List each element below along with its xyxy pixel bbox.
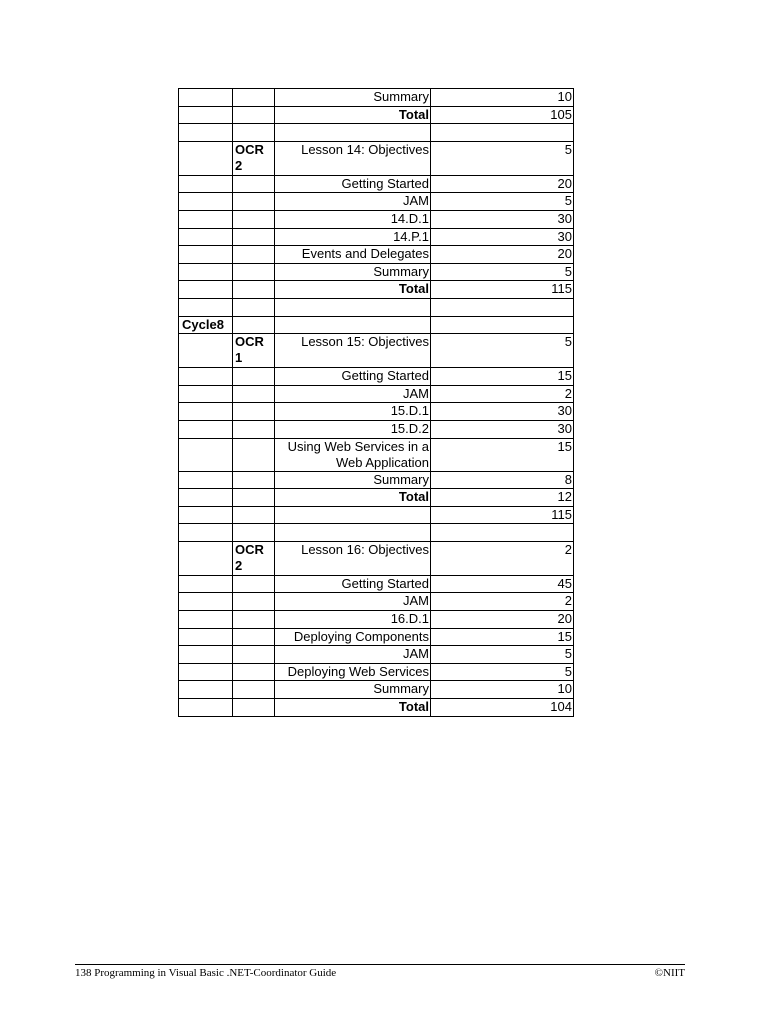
cycle-cell (179, 471, 233, 489)
value-cell: 15 (431, 368, 574, 386)
table-row (179, 228, 574, 246)
cycle-cell (179, 611, 233, 629)
item-cell: JAM (275, 385, 431, 403)
item-cell: JAM (275, 646, 431, 664)
cycle-cell (179, 175, 233, 193)
cycle-cell (179, 298, 233, 316)
value-cell: 15 (431, 628, 574, 646)
item-cell: Lesson 16: Objectives (275, 541, 431, 575)
table-row (179, 246, 574, 264)
value-cell: 10 (431, 681, 574, 699)
table-row (179, 646, 574, 664)
cycle-cell (179, 106, 233, 124)
item-cell (275, 524, 431, 542)
value-cell: 2 (431, 541, 574, 575)
cycle-cell (179, 246, 233, 264)
ocr-cell (233, 575, 275, 593)
ocr-cell (233, 316, 275, 334)
item-cell: Deploying Web Services (275, 663, 431, 681)
ocr-cell (233, 175, 275, 193)
value-cell: 5 (431, 646, 574, 664)
ocr-cell (233, 524, 275, 542)
footer-page-title: 138 Programming in Visual Basic .NET-Coordinator Guide (75, 967, 337, 979)
table-row (179, 420, 574, 438)
ocr-cell (233, 663, 275, 681)
item-cell (275, 506, 431, 524)
item-cell: Lesson 15: Objectives (275, 334, 431, 368)
total-row (179, 281, 574, 299)
value-cell: 30 (431, 420, 574, 438)
table-row (179, 663, 574, 681)
ocr-cell (233, 403, 275, 421)
schedule-table (178, 88, 574, 717)
value-cell: 5 (431, 141, 574, 175)
ocr-cell (233, 471, 275, 489)
item-cell: Deploying Components (275, 628, 431, 646)
value-cell: 2 (431, 593, 574, 611)
cycle-cell (179, 541, 233, 575)
table-row (179, 611, 574, 629)
ocr-cell: OCR 2 (233, 141, 275, 175)
item-cell: Total (275, 489, 431, 507)
cycle-cell (179, 193, 233, 211)
item-cell: 16.D.1 (275, 611, 431, 629)
item-cell: JAM (275, 593, 431, 611)
value-cell: 10 (431, 89, 574, 107)
item-cell: Events and Delegates (275, 246, 431, 264)
value-cell: 5 (431, 263, 574, 281)
value-cell: 30 (431, 403, 574, 421)
ocr-cell: OCR 1 (233, 334, 275, 368)
ocr-cell (233, 628, 275, 646)
item-cell: Getting Started (275, 175, 431, 193)
page-footer (75, 964, 685, 979)
table-row (179, 141, 574, 175)
value-cell: 105 (431, 106, 574, 124)
table-row (179, 385, 574, 403)
value-cell: 5 (431, 193, 574, 211)
cycle-cell (179, 663, 233, 681)
table-row (179, 681, 574, 699)
cycle-cell (179, 334, 233, 368)
ocr-cell (233, 89, 275, 107)
ocr-cell (233, 420, 275, 438)
ocr-cell (233, 385, 275, 403)
cycle-cell (179, 141, 233, 175)
table-row (179, 438, 574, 471)
table-row (179, 193, 574, 211)
table-row (179, 628, 574, 646)
item-cell: 15.D.2 (275, 420, 431, 438)
table-row (179, 524, 574, 542)
item-cell: 15.D.1 (275, 403, 431, 421)
item-cell: Summary (275, 681, 431, 699)
table-row (179, 210, 574, 228)
cycle-cell (179, 489, 233, 507)
table-row (179, 175, 574, 193)
total-row (179, 106, 574, 124)
item-cell: Summary (275, 89, 431, 107)
item-cell: Summary (275, 263, 431, 281)
table-row (179, 298, 574, 316)
ocr-cell (233, 228, 275, 246)
cycle-cell (179, 368, 233, 386)
ocr-cell (233, 193, 275, 211)
ocr-cell (233, 438, 275, 471)
ocr-cell (233, 210, 275, 228)
value-cell: 20 (431, 611, 574, 629)
cycle-cell (179, 681, 233, 699)
ocr-cell (233, 593, 275, 611)
cycle-cell (179, 281, 233, 299)
table-row (179, 124, 574, 142)
cycle-cell (179, 506, 233, 524)
item-cell: Total (275, 106, 431, 124)
ocr-cell (233, 489, 275, 507)
ocr-cell (233, 699, 275, 717)
ocr-cell (233, 246, 275, 264)
ocr-cell (233, 368, 275, 386)
value-cell (431, 316, 574, 334)
table-row (179, 368, 574, 386)
ocr-cell (233, 281, 275, 299)
table-row (179, 541, 574, 575)
cycle-cell (179, 646, 233, 664)
value-cell: 5 (431, 663, 574, 681)
cycle-cell (179, 385, 233, 403)
cycle-cell: Cycle8 (179, 316, 233, 334)
value-cell: 20 (431, 175, 574, 193)
value-cell: 115 (431, 281, 574, 299)
ocr-cell (233, 681, 275, 699)
ocr-cell (233, 611, 275, 629)
schedule-table-body (179, 89, 574, 717)
item-cell (275, 298, 431, 316)
cycle-cell (179, 438, 233, 471)
cycle-cell (179, 210, 233, 228)
table-row (179, 593, 574, 611)
value-cell: 104 (431, 699, 574, 717)
ocr-cell: OCR 2 (233, 541, 275, 575)
total-row (179, 489, 574, 507)
table-row (179, 316, 574, 334)
item-cell (275, 124, 431, 142)
value-cell (431, 298, 574, 316)
value-cell: 115 (431, 506, 574, 524)
item-cell: Getting Started (275, 575, 431, 593)
value-cell: 30 (431, 228, 574, 246)
value-cell: 45 (431, 575, 574, 593)
cycle-cell (179, 403, 233, 421)
ocr-cell (233, 506, 275, 524)
item-cell: 14.P.1 (275, 228, 431, 246)
table-row (179, 263, 574, 281)
value-cell: 15 (431, 438, 574, 471)
ocr-cell (233, 106, 275, 124)
item-cell: Using Web Services in a Web Application (275, 438, 431, 471)
value-cell (431, 524, 574, 542)
value-cell: 30 (431, 210, 574, 228)
ocr-cell (233, 124, 275, 142)
cycle-cell (179, 124, 233, 142)
table-row (179, 334, 574, 368)
value-cell: 2 (431, 385, 574, 403)
item-cell: Getting Started (275, 368, 431, 386)
total-row (179, 699, 574, 717)
item-cell (275, 316, 431, 334)
cycle-cell (179, 228, 233, 246)
cycle-cell (179, 593, 233, 611)
table-row (179, 403, 574, 421)
value-cell: 8 (431, 471, 574, 489)
table-row (179, 89, 574, 107)
cycle-cell (179, 263, 233, 281)
value-cell (431, 124, 574, 142)
value-cell: 12 (431, 489, 574, 507)
value-cell: 20 (431, 246, 574, 264)
item-cell: Total (275, 699, 431, 717)
item-cell: Summary (275, 471, 431, 489)
ocr-cell (233, 298, 275, 316)
item-cell: Lesson 14: Objectives (275, 141, 431, 175)
cycle-cell (179, 524, 233, 542)
table-row (179, 471, 574, 489)
footer-copyright: ©NIIT (654, 967, 685, 979)
cycle-cell (179, 628, 233, 646)
cycle-cell (179, 699, 233, 717)
table-row (179, 506, 574, 524)
ocr-cell (233, 646, 275, 664)
item-cell: JAM (275, 193, 431, 211)
item-cell: Total (275, 281, 431, 299)
item-cell: 14.D.1 (275, 210, 431, 228)
cycle-cell (179, 420, 233, 438)
ocr-cell (233, 263, 275, 281)
value-cell: 5 (431, 334, 574, 368)
cycle-cell (179, 89, 233, 107)
cycle-cell (179, 575, 233, 593)
table-row (179, 575, 574, 593)
